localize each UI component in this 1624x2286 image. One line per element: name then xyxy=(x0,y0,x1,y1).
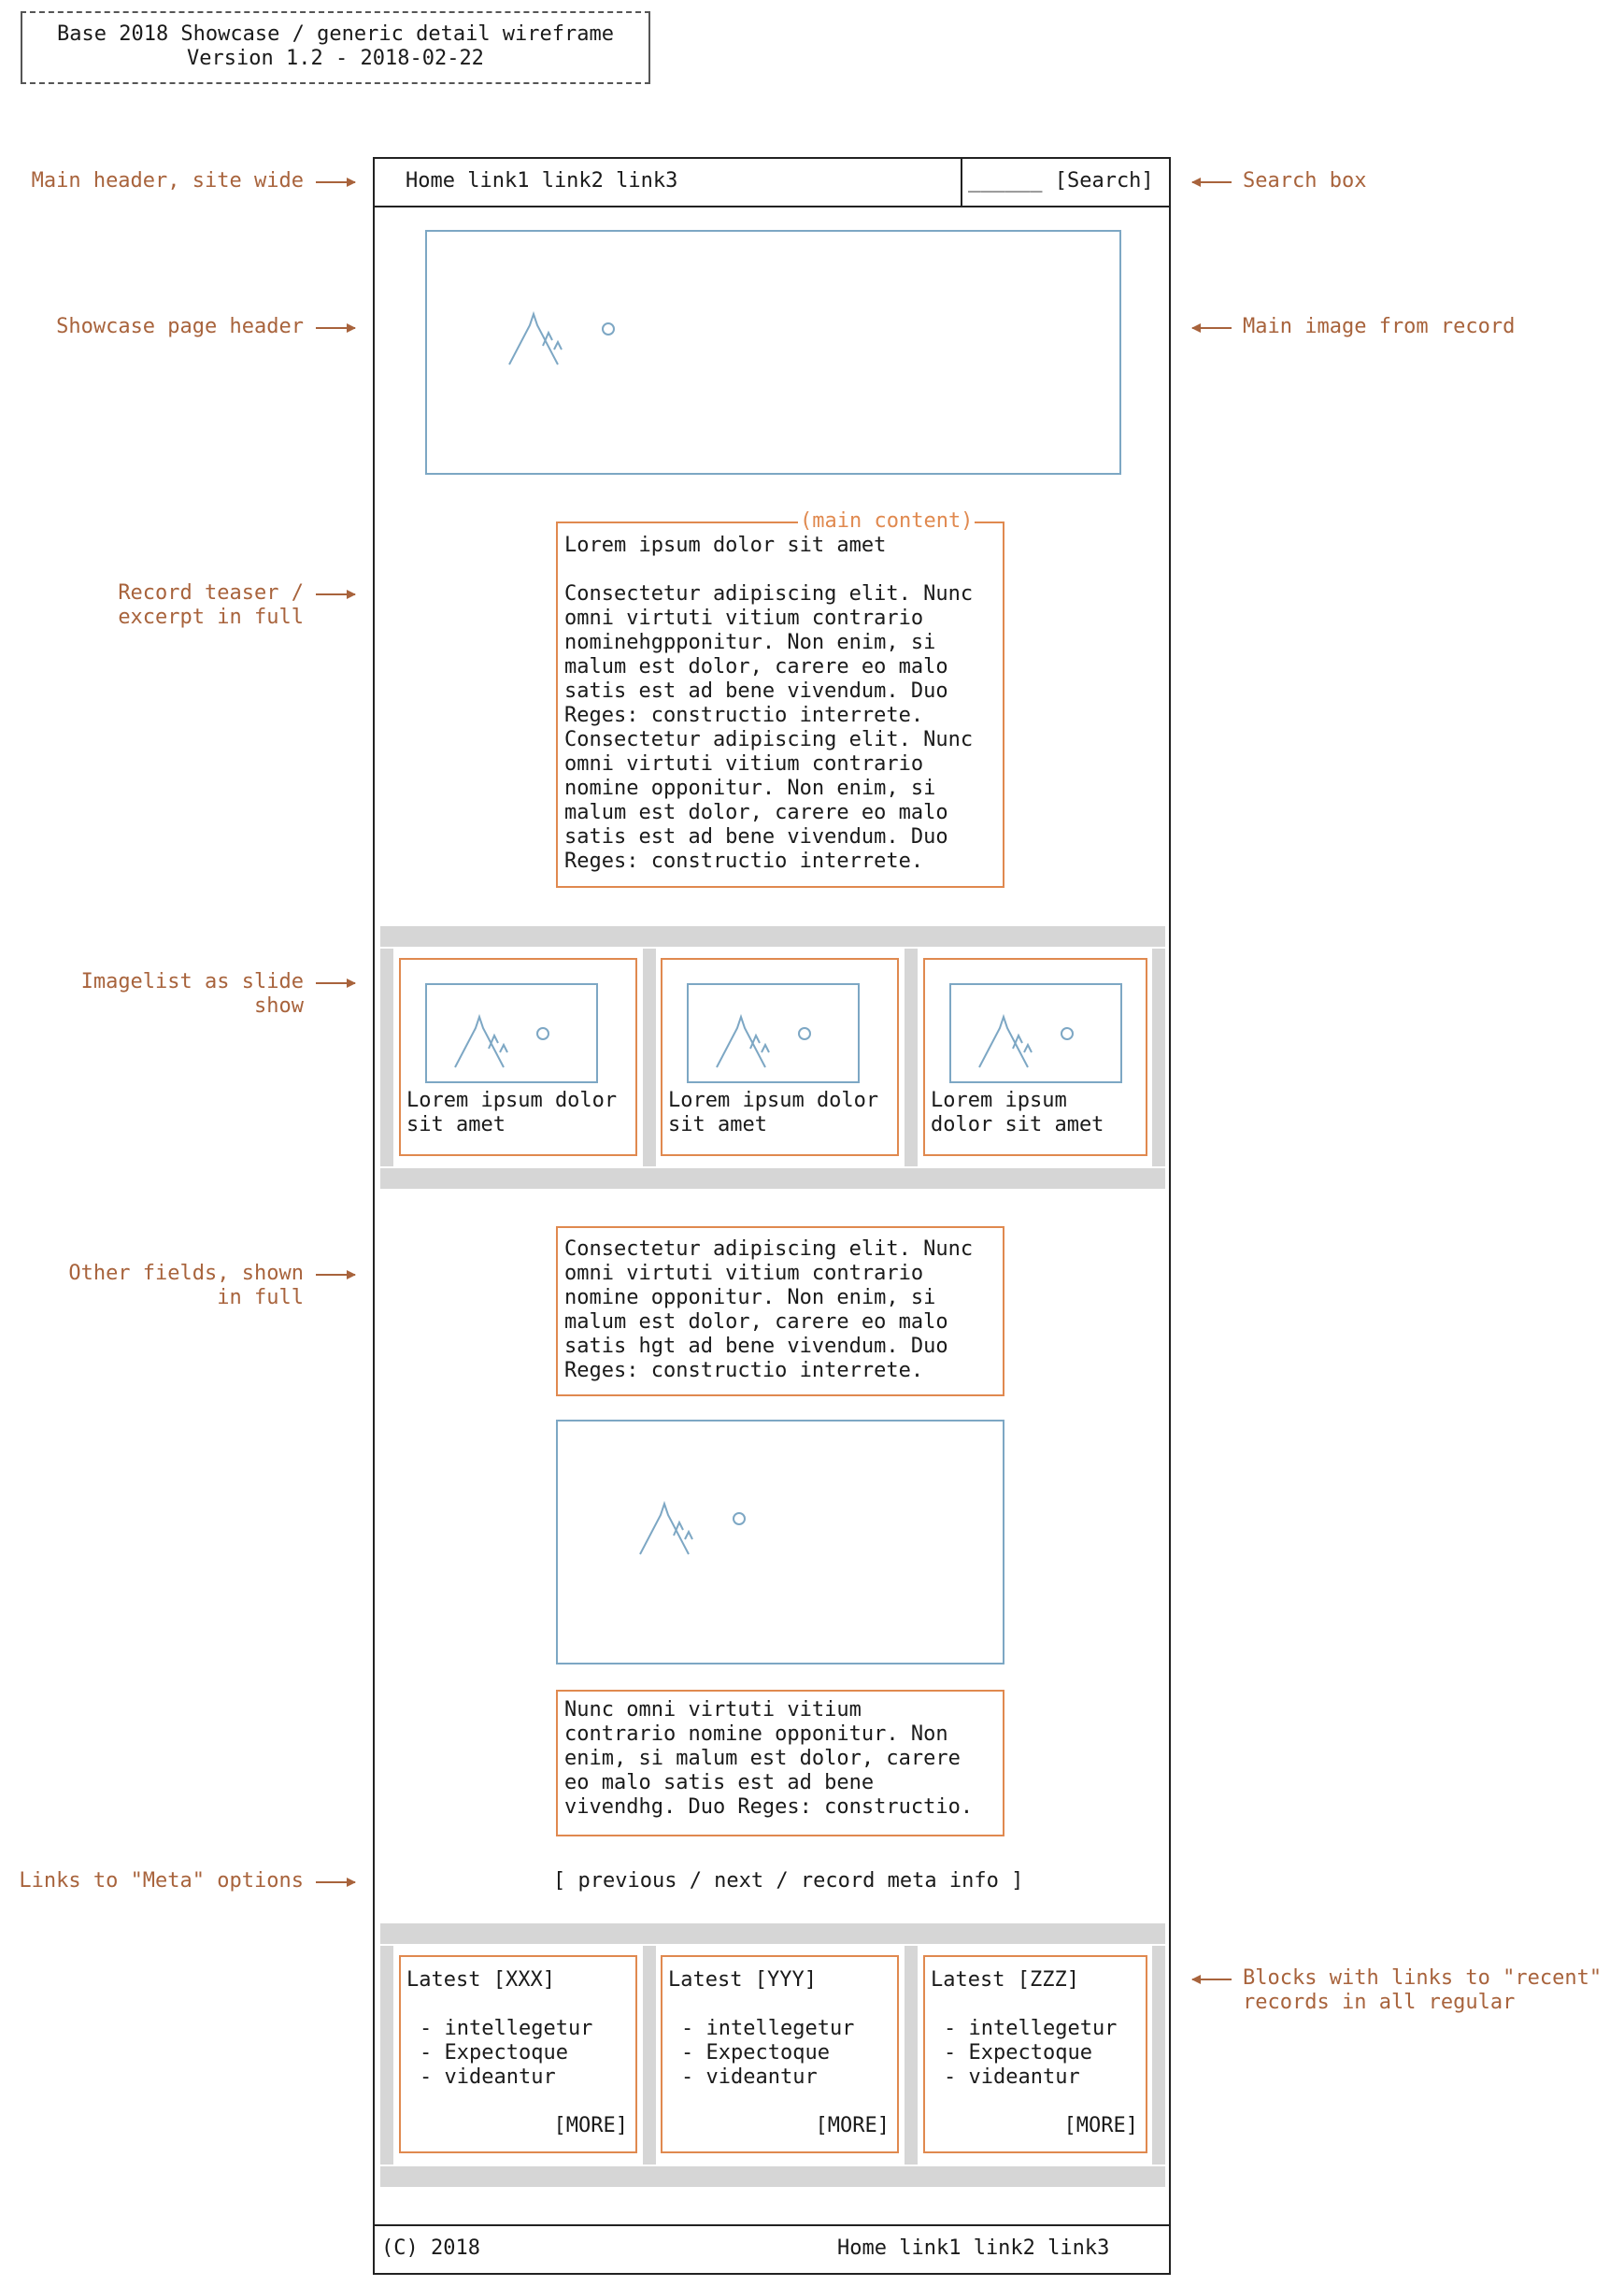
slide-card[interactable] xyxy=(661,958,899,1156)
footer-nav[interactable]: Home link1 link2 link3 xyxy=(837,2236,1110,2260)
more-link[interactable]: [MORE] xyxy=(815,2114,890,2137)
latest-item[interactable]: - intellegetur xyxy=(944,2017,1118,2040)
latest-item[interactable]: - intellegetur xyxy=(681,2017,855,2040)
latest-block-title: Latest [XXX] xyxy=(406,1968,555,1992)
latest-item[interactable]: - Expectoque xyxy=(681,2041,830,2065)
latest-block xyxy=(923,1955,1147,2153)
latest-item[interactable]: - Expectoque xyxy=(420,2041,568,2065)
latest-block xyxy=(661,1955,899,2153)
latest-item[interactable]: - intellegetur xyxy=(420,2017,593,2040)
annotation-main-header: Main header, site wide xyxy=(31,169,304,193)
image-placeholder-icon xyxy=(979,994,1082,1069)
main-content-heading: Lorem ipsum dolor sit amet xyxy=(564,534,887,557)
latest-separator-2 xyxy=(905,1946,918,2165)
latest-block-title: Latest [YYY] xyxy=(668,1968,817,1992)
slide-image xyxy=(425,983,598,1083)
slide-image xyxy=(687,983,860,1083)
latest-item[interactable]: - videantur xyxy=(420,2065,556,2089)
slideshow-left-rail xyxy=(380,949,393,1166)
latest-block xyxy=(399,1955,637,2153)
slide-caption: Lorem ipsum dolor sit amet xyxy=(931,1089,1104,1136)
slideshow-top-bar xyxy=(380,926,1165,947)
latest-top-bar xyxy=(380,1923,1165,1944)
slideshow-bottom-bar xyxy=(380,1168,1165,1189)
slideshow-separator-1 xyxy=(643,949,656,1166)
slide-caption: Lorem ipsum dolor sit amet xyxy=(406,1089,618,1136)
other-field-text-1 xyxy=(556,1226,1004,1396)
search-box[interactable]: ______ [Search] xyxy=(968,169,1154,193)
latest-item[interactable]: - Expectoque xyxy=(944,2041,1092,2065)
latest-item[interactable]: - videantur xyxy=(681,2065,818,2089)
annotation-other-fields: Other fields, shown in full xyxy=(68,1262,304,1309)
image-placeholder-icon xyxy=(509,293,621,378)
annotation-recent-blocks: Blocks with links to "recent" records in all regular xyxy=(1243,1966,1603,2014)
latest-left-rail xyxy=(380,1946,393,2165)
latest-bottom-bar xyxy=(380,2166,1165,2187)
image-placeholder-icon xyxy=(640,1483,752,1567)
slideshow-separator-2 xyxy=(905,949,918,1166)
other-field-text-2 xyxy=(556,1690,1004,1836)
slideshow-right-rail xyxy=(1152,949,1165,1166)
latest-item[interactable]: - videantur xyxy=(944,2065,1080,2089)
image-placeholder-icon xyxy=(455,994,558,1069)
title-line-2: Version 1.2 - 2018-02-22 xyxy=(187,47,484,70)
other-field-image xyxy=(556,1420,1004,1664)
annotation-meta-links: Links to "Meta" options xyxy=(19,1869,304,1893)
more-link[interactable]: [MORE] xyxy=(1063,2114,1138,2137)
annotation-record-teaser: Record teaser / excerpt in full xyxy=(118,581,304,629)
slide-image xyxy=(949,983,1122,1083)
search-divider xyxy=(961,157,962,207)
footer-divider xyxy=(373,2224,1171,2226)
main-content-legend: (main content) xyxy=(800,509,974,533)
slide-card[interactable] xyxy=(923,958,1147,1156)
other-field-text-2-body: Nunc omni virtuti vitium contrario nomine opponitur. Non enim, si malum est dolor, carere eo malo satis est ad bene vivendhg. Duo Reges: constructio. xyxy=(564,1698,974,1819)
latest-separator-1 xyxy=(643,1946,656,2165)
main-nav[interactable]: Home link1 link2 link3 xyxy=(406,169,678,193)
annotation-imagelist: Imagelist as slide show xyxy=(80,970,304,1018)
main-image xyxy=(425,230,1121,475)
image-placeholder-icon xyxy=(717,994,819,1069)
annotation-showcase-header: Showcase page header xyxy=(56,315,304,338)
slide-card[interactable] xyxy=(399,958,637,1156)
annotation-main-image: Main image from record xyxy=(1243,315,1516,338)
slide-caption: Lorem ipsum dolor sit amet xyxy=(668,1089,879,1136)
more-link[interactable]: [MORE] xyxy=(553,2114,628,2137)
main-content-body: Consectetur adipiscing elit. Nunc omni virtuti vitium contrario nominehgpponitur. Non enim, si malum est dolor, carere eo malo satis est ad bene vivendum. Duo Reges: constructio interrete. Consectetur adipiscing elit. Nunc omni virtuti vitium contrario nomine opponitur. Non enim, si malum est dolor, carere eo malo satis est ad bene vivendum. Duo Reges: constructio interrete. xyxy=(564,582,974,873)
footer-copyright: (C) 2018 xyxy=(381,2236,480,2260)
latest-right-rail xyxy=(1152,1946,1165,2165)
meta-links[interactable]: [ previous / next / record meta info ] xyxy=(553,1869,1024,1893)
title-line-1: Base 2018 Showcase / generic detail wireframe xyxy=(56,22,615,46)
other-field-text-1-body: Consectetur adipiscing elit. Nunc omni virtuti vitium contrario nomine opponitur. Non enim, si malum est dolor, carere eo malo satis hgt ad bene vivendum. Duo Reges: constructio interrete. xyxy=(564,1237,974,1382)
latest-block-title: Latest [ZZZ] xyxy=(931,1968,1079,1992)
header-divider xyxy=(373,206,1171,207)
annotation-search-box: Search box xyxy=(1243,169,1367,193)
